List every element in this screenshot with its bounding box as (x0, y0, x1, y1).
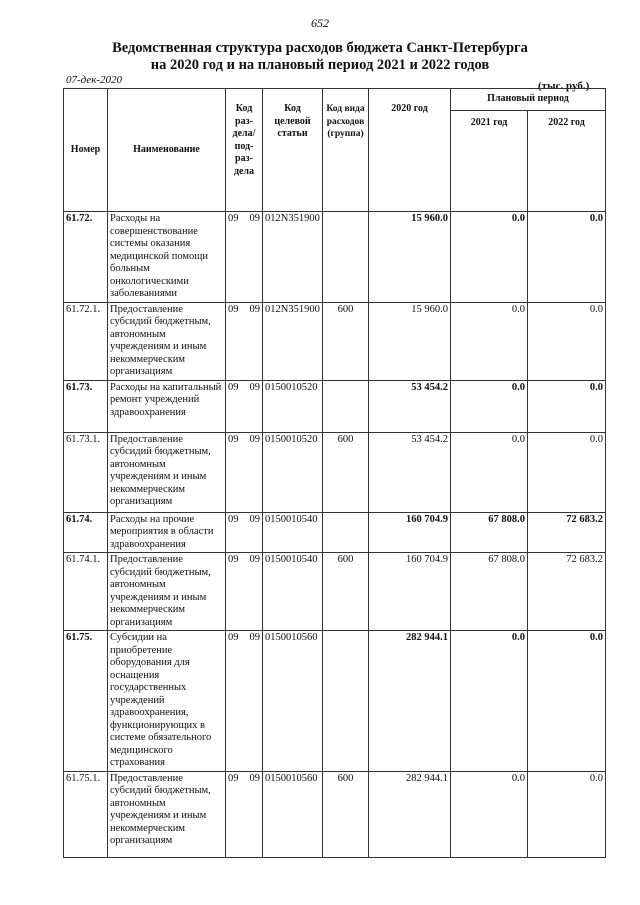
table-row (64, 553, 606, 631)
cell-expense-type: 600 (323, 302, 369, 380)
cell-name: Предоставление субсидий бюджетным, автономным учреждениям и иным некоммерческим организациям (108, 553, 226, 631)
header-number: Номер (64, 89, 108, 212)
cell-2021: 0.0 (451, 432, 528, 512)
header-name: Наименование (108, 89, 226, 212)
cell-expense-type: 600 (323, 553, 369, 631)
table-row (64, 631, 606, 772)
cell-2022: 72 683.2 (528, 553, 606, 631)
cell-target-code: 012N351900 (263, 302, 323, 380)
cell-name: Расходы на капитальный ремонт учреждений здравоохранения (108, 380, 226, 432)
cell-expense-type (323, 631, 369, 772)
cell-number: 61.72. (64, 212, 108, 303)
cell-expense-type: 600 (323, 771, 369, 857)
subsection-code: 09 (249, 213, 260, 224)
cell-2020: 53 454.2 (369, 380, 451, 432)
cell-number: 61.75. (64, 631, 108, 772)
cell-name: Расходы на прочие мероприятия в области здравоохранения (108, 512, 226, 553)
cell-target-code: 0150010520 (263, 432, 323, 512)
table-row (64, 380, 606, 432)
subsection-code: 09 (249, 632, 260, 643)
header-2021: 2021 год (451, 111, 528, 212)
cell-number: 61.74. (64, 512, 108, 553)
cell-target-code: 0150010540 (263, 553, 323, 631)
cell-expense-type (323, 512, 369, 553)
budget-table (63, 88, 606, 858)
cell-2022: 0.0 (528, 631, 606, 772)
header-planned-period: Плановый период (451, 89, 606, 111)
section-code: 09 (228, 772, 239, 784)
page-number: 652 (311, 16, 329, 30)
table-row (64, 302, 606, 380)
cell-2020: 160 704.9 (369, 553, 451, 631)
cell-2020: 15 960.0 (369, 302, 451, 380)
cell-expense-type (323, 212, 369, 303)
subsection-code: 09 (249, 772, 260, 784)
cell-section-code (226, 212, 263, 303)
table-row (64, 432, 606, 512)
section-code: 09 (228, 433, 239, 445)
table-row (64, 512, 606, 553)
cell-2021: 0.0 (451, 771, 528, 857)
table-row (64, 771, 606, 857)
cell-target-code: 0150010560 (263, 771, 323, 857)
cell-target-code: 012N351900 (263, 212, 323, 303)
cell-number: 61.72.1. (64, 302, 108, 380)
section-code: 09 (228, 513, 239, 525)
cell-target-code: 0150010520 (263, 380, 323, 432)
subsection-code: 09 (249, 433, 260, 445)
cell-2021: 0.0 (451, 380, 528, 432)
section-code: 09 (228, 213, 239, 224)
cell-name: Расходы на совершенствование системы оказания медицинской помощи больным онкологическими заболеваниями (108, 212, 226, 303)
cell-2021: 67 808.0 (451, 553, 528, 631)
cell-2020: 282 944.1 (369, 771, 451, 857)
table-row (64, 212, 606, 303)
cell-2022: 0.0 (528, 302, 606, 380)
units-label: (тыс. руб.) (538, 80, 590, 92)
cell-name: Предоставление субсидий бюджетным, автономным учреждениям и иным некоммерческим организациям (108, 302, 226, 380)
cell-number: 61.74.1. (64, 553, 108, 631)
cell-2022: 0.0 (528, 212, 606, 303)
cell-target-code: 0150010540 (263, 512, 323, 553)
cell-section-code (226, 432, 263, 512)
cell-2020: 282 944.1 (369, 631, 451, 772)
cell-2020: 160 704.9 (369, 512, 451, 553)
cell-number: 61.73. (64, 380, 108, 432)
cell-number: 61.75.1. (64, 771, 108, 857)
cell-expense-type (323, 380, 369, 432)
cell-section-code (226, 771, 263, 857)
subsection-code: 09 (249, 303, 260, 315)
subsection-code: 09 (249, 554, 260, 565)
header-expense-type-code: Код вида расходов (группа) (323, 89, 369, 212)
cell-number: 61.73.1. (64, 432, 108, 512)
subsection-code: 09 (249, 381, 260, 393)
cell-section-code (226, 553, 263, 631)
cell-2021: 67 808.0 (451, 512, 528, 553)
cell-2022: 0.0 (528, 432, 606, 512)
cell-2021: 0.0 (451, 631, 528, 772)
cell-2020: 53 454.2 (369, 432, 451, 512)
header-target-code: Код целевой статьи (263, 89, 323, 212)
cell-2022: 0.0 (528, 380, 606, 432)
cell-name: Предоставление субсидий бюджетным, автономным учреждениям и иным некоммерческим организациям (108, 432, 226, 512)
section-code: 09 (228, 554, 239, 565)
cell-expense-type: 600 (323, 432, 369, 512)
cell-name: Предоставление субсидий бюджетным, автономным учреждениям и иным некоммерческим организациям (108, 771, 226, 857)
header-2022: 2022 год (528, 111, 606, 212)
table-body (64, 212, 606, 858)
title-line-1: Ведомственная структура расходов бюджета Санкт-Петербурга (112, 40, 528, 56)
section-code: 09 (228, 632, 239, 643)
cell-2020: 15 960.0 (369, 212, 451, 303)
subsection-code: 09 (249, 513, 260, 525)
cell-2022: 72 683.2 (528, 512, 606, 553)
section-code: 09 (228, 381, 239, 393)
document-date: 07-дек-2020 (66, 74, 123, 86)
cell-2021: 0.0 (451, 302, 528, 380)
cell-name: Субсидии на приобретение оборудования для оснащения государственных учреждений здравоохранения, функционирующих в системе обязательного медицинского страхования (108, 631, 226, 772)
cell-2022: 0.0 (528, 771, 606, 857)
section-code: 09 (228, 303, 239, 315)
cell-target-code: 0150010560 (263, 631, 323, 772)
cell-section-code (226, 380, 263, 432)
cell-section-code (226, 631, 263, 772)
cell-2021: 0.0 (451, 212, 528, 303)
cell-section-code (226, 512, 263, 553)
document-title (0, 40, 640, 74)
header-section-code: Код раз- дела/ под- раз- дела (226, 89, 263, 212)
header-2020: 2020 год (369, 89, 451, 212)
title-line-2: на 2020 год и на плановый период 2021 и 2022 годов (150, 57, 490, 73)
cell-section-code (226, 302, 263, 380)
